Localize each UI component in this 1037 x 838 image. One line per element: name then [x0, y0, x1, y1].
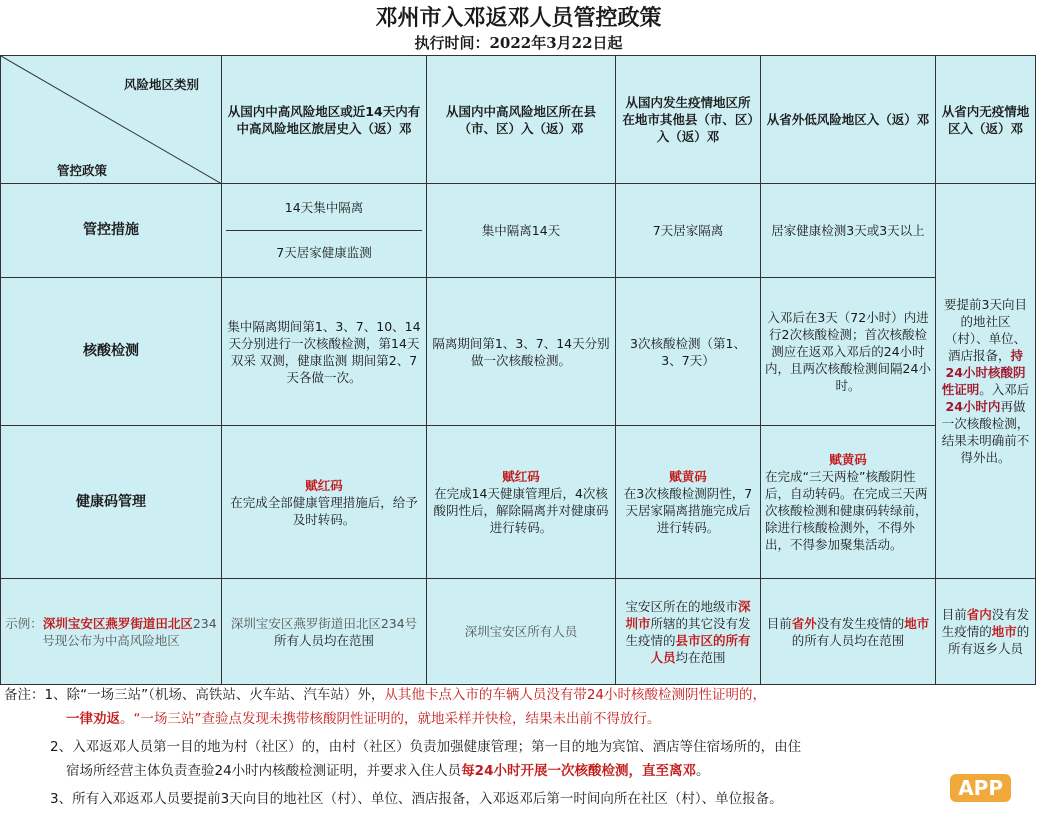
example-col4-c: 没有发生疫情的 — [816, 615, 905, 631]
note-1-c: 一律劝返 — [66, 711, 120, 727]
note-2-c: 每24小时开展一次核酸检测，直至离邓 — [461, 763, 696, 779]
nucleic-row — [1, 278, 1036, 426]
note-1-b: 从其他卡点入市的车辆人员没有带24小时核酸检测阴性证明的， — [384, 687, 767, 703]
example-col1-scope: 所有人员均在范围 — [273, 632, 374, 648]
example-col5 — [936, 579, 1036, 685]
health-col3-text: 在3次核酸检测阴性，7天居家隔离措施完成后进行转码。 — [623, 486, 753, 535]
measures-col3: 7天居家隔离 — [616, 184, 761, 278]
nucleic-col3: 3次核酸检测（第1、3、7天） — [616, 278, 761, 426]
example-col5-d: 地市 — [991, 624, 1017, 639]
row-label-measures: 管控措施 — [1, 184, 222, 278]
note-3: 3、所有入邓返邓人员要提前3天向目的地社区（村）、单位、酒店报备，入邓返邓后第一时间向所在社区（村）、单位报备。 — [50, 791, 783, 807]
note-1-a: 备注：1、除“一场三站”（机场、高铁站、火车站、汽车站）外， — [4, 687, 385, 703]
example-col1 — [222, 579, 427, 685]
row-label-health-code: 健康码管理 — [1, 426, 222, 579]
health-col2-text: 在完成14天健康管理后，4次核酸阴性后，解除隔离并对健康码进行转码。 — [433, 486, 609, 535]
measures-col4: 居家健康检测3天或3天以上 — [761, 184, 936, 278]
example-col1-address: 深圳宝安区燕罗街道田北区234号 — [230, 615, 418, 631]
in-province-text-c: 。入邓后 — [979, 382, 1030, 397]
measures-row — [1, 184, 1036, 278]
col-header-in-province: 从省内无疫情地区入（返）邓 — [936, 56, 1036, 184]
note-2-d: 。 — [695, 763, 710, 779]
example-col5-a: 目前 — [941, 607, 967, 622]
col-header-low-risk-outside: 从省外低风险地区入（返）邓 — [761, 56, 936, 184]
example-col4 — [761, 579, 936, 685]
example-col4-b: 省外 — [791, 615, 817, 631]
health-col3-code: 赋黄码 — [669, 469, 707, 484]
health-col4-code: 赋黄码 — [829, 452, 867, 467]
diagonal-header-cell — [1, 56, 222, 184]
in-province-merged-cell — [936, 184, 1036, 579]
note-2-line-2 — [66, 760, 709, 782]
in-province-text-d: 24小时内 — [945, 399, 1001, 414]
health-col1 — [222, 426, 427, 579]
note-2-line-1: 2、入邓返邓人员第一目的地为村（社区）的，由村（社区）负责加强健康管理；第一目的地为宾馆、酒店等住宿场所的，由住 — [50, 739, 802, 755]
example-col5-c: 没有发生疫情的 — [941, 607, 1030, 639]
measures-col2: 集中隔离14天 — [427, 184, 616, 278]
control-policy-label: 管控政策 — [57, 163, 108, 178]
example-col4-e: 的所有人员均在范围 — [791, 632, 905, 648]
health-col2 — [427, 426, 616, 579]
col-header-outbreak-city: 从国内发生疫情地区所在地市其他县（市、区）入（返）邓 — [616, 56, 761, 184]
measures-col1-bottom: 7天居家健康监测 — [276, 245, 372, 260]
example-prefix: 示例： — [5, 615, 43, 631]
note-2-b: 宿场所经营主体负责查验24小时内核酸检测证明，并要求入住人员 — [66, 763, 462, 779]
example-col3-city: 深圳市 — [625, 598, 751, 631]
example-col4-a: 目前 — [766, 615, 792, 631]
health-col1-text: 在完成全部健康管理措施后，给予及时转码。 — [230, 494, 418, 527]
example-row — [1, 579, 1036, 685]
example-col5-e: 的所有返乡人员 — [947, 624, 1030, 656]
example-col3-e: 均在范围 — [675, 649, 726, 665]
health-col1-code: 赋红码 — [305, 477, 343, 493]
health-col4-text: 在完成“三天两检”核酸阴性后，自动转码。在完成三天两次核酸检测和健康码转绿前，除进行核酸检测外，不得外出，不得参加聚集活动。 — [765, 469, 928, 552]
example-suffix: 234号现公布为中高风险地区 — [42, 615, 217, 648]
example-col3-d: 县市区的所有人员 — [650, 632, 751, 665]
health-col3 — [616, 426, 761, 579]
nucleic-col1: 集中隔离期间第1、3、7、10、14天分别进行一次核酸检测，第14天双采 双测，健康监测 期间第2、7天各做一次。 — [222, 278, 427, 426]
example-col3-a: 宝安区所在的地级市 — [625, 598, 738, 614]
note-1-line-1 — [4, 684, 766, 706]
nucleic-col4: 入邓后在3天（72小时）内进行2次核酸检测；首次核酸检测应在返邓入邓后的24小时内，且两次核酸检测间隔24小时。 — [761, 278, 936, 426]
example-col3-c: 所辖的其它没有发生疫情的 — [625, 615, 751, 648]
in-province-text-a: 要提前3天向目的地社区（村）、单位、酒店报备， — [944, 297, 1027, 363]
page-title: 邓州市入邓返邓人员管控政策 — [375, 5, 662, 31]
in-province-text-b: 持24小时核酸阴性证明 — [941, 348, 1026, 397]
example-col2: 深圳宝安区所有人员 — [427, 579, 616, 685]
measures-col1 — [222, 184, 427, 278]
in-province-text-e: 再做一次核酸检测，结果未明确前不得外出。 — [941, 399, 1030, 465]
app-watermark-logo: APP — [950, 774, 1011, 802]
example-col5-b: 省内 — [966, 607, 992, 622]
policy-table — [0, 55, 1036, 685]
nucleic-col2: 隔离期间第1、3、7、14天分别做一次核酸检测。 — [427, 278, 616, 426]
row-label-nucleic: 核酸检测 — [1, 278, 222, 426]
risk-category-label: 风险地区类别 — [123, 77, 199, 92]
col-header-risk-county: 从国内中高风险地区所在县（市、区）入（返）邓 — [427, 56, 616, 184]
example-col3 — [616, 579, 761, 685]
example-col0 — [1, 579, 222, 685]
note-1-d: 。“一场三站”查验点发现未携带核酸阴性证明的，就地采样并快检，结果未出前不得放行。 — [120, 711, 661, 727]
example-col4-d: 地市 — [904, 615, 930, 631]
health-code-row — [1, 426, 1036, 579]
example-address: 深圳宝安区燕罗街道田北区 — [42, 615, 193, 631]
col-header-high-risk: 从国内中高风险地区或近14天内有中高风险地区旅居史入（返）邓 — [222, 56, 427, 184]
note-1-line-2 — [66, 708, 661, 730]
effective-date: 执行时间：2022年3月22日起 — [414, 34, 623, 52]
health-col2-code: 赋红码 — [502, 469, 540, 484]
header-row — [1, 56, 1036, 184]
measures-col1-top: 14天集中隔离 — [226, 186, 422, 231]
health-col4 — [761, 426, 936, 579]
